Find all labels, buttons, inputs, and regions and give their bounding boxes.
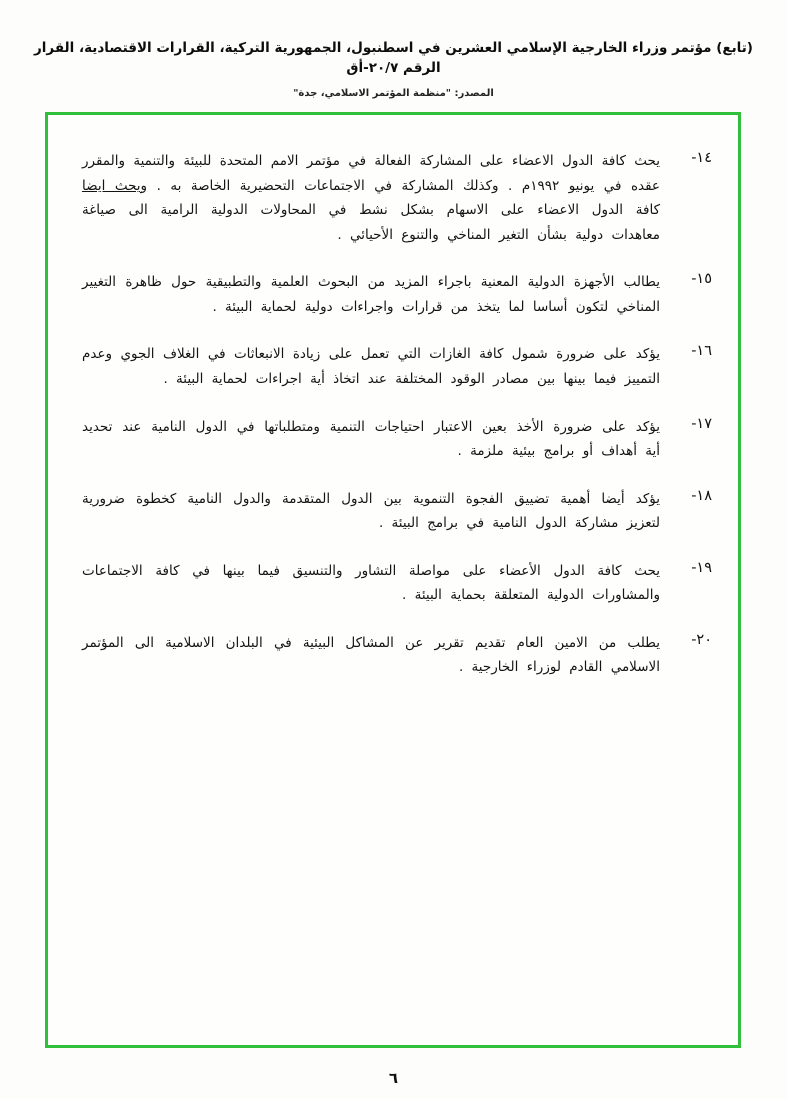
item-number: ١٥- [691, 271, 712, 288]
item-number: ١٧- [691, 415, 712, 432]
item-text-underlined: ويحث ايضا [82, 177, 148, 194]
page-number: ٦ [388, 1069, 399, 1087]
item-text: يؤكد أيضا أهمية تضييق الفجوة التنموية بين الدول المتقدمة والدول النامية كخطوة ضرورية لتعزيز مشاركة الدول النامية في برامج البيئة . [82, 490, 660, 532]
item-text: يحث كافة الدول الأعضاء على مواصلة التشاور والتنسيق فيما بينها في كافة الاجتماعات والمشاورات الدولية المتعلقة بحماية البيئة . [82, 562, 660, 604]
item-text-segment: يحث كافة الدول الاعضاء على المشاركة الفعالة في مؤتمر الامم المتحدة للبيئة والتنمية والمقرر عقده في يونيو ١٩٩٢م . وكذلك المشاركة في الاجتماعات التحضيرية الخاصة به . [82, 153, 660, 194]
item-text: يطلب من الامين العام تقديم تقرير عن المشاكل البيئية في البلدان الاسلامية الى المؤتمر الاسلامي القادم لوزراء الخارجية . [82, 634, 660, 676]
document-title: (تابع) مؤتمر وزراء الخارجية الإسلامي العشرين في اسطنبول، الجمهورية التركية، القرارات الاقتصادية، القرار الرقم ٢٠/٧-أق [34, 40, 753, 77]
list-item [82, 415, 712, 464]
item-number: ١٩- [691, 559, 712, 576]
item-text: يؤكد على ضرورة الأخذ بعين الاعتبار احتياجات التنمية ومتطلباتها في الدول النامية عند تحديد أية أهداف أو برامج بيئية ملزمة . [82, 418, 660, 460]
item-text: يؤكد على ضرورة شمول كافة الغازات التي تعمل على زيادة الانبعاثات في الغلاف الجوي وعدم التمييز فيما بينها بين مصادر الوقود المختلفة عند اتخاذ أية اجراءات لحماية البيئة . [82, 346, 660, 387]
item-text: يطالب الأجهزة الدولية المعنية باجراء المزيد من البحوث العلمية والتطبيقية حول ظاهرة التغيير المناخي لتكون أساسا لما يتخذ من قرارات واجراءات دولية لحماية البيئة . [82, 274, 660, 315]
green-border-content-box [45, 112, 741, 1048]
document-source: المصدر: "منظمة المؤتمر الاسلامي، جدة" [293, 87, 494, 99]
item-text [82, 149, 660, 247]
page-header [0, 0, 787, 99]
item-number: ١٦- [691, 343, 712, 360]
list-item [82, 270, 712, 319]
list-item [82, 487, 712, 536]
item-text-segment: كافة الدول الاعضاء على الاسهام بشكل نشط في المحاولات الدولية الرامية الى صياغة معاهدات دولية بشأن التغير المناخي والتنوع الأحيائي . [82, 202, 660, 243]
item-number: ١٨- [691, 487, 712, 504]
item-number: ١٤- [691, 150, 712, 166]
list-item [82, 631, 712, 680]
list-item [82, 149, 712, 247]
item-number: ٢٠- [691, 631, 712, 648]
list-item [82, 342, 712, 391]
list-item [82, 559, 712, 608]
